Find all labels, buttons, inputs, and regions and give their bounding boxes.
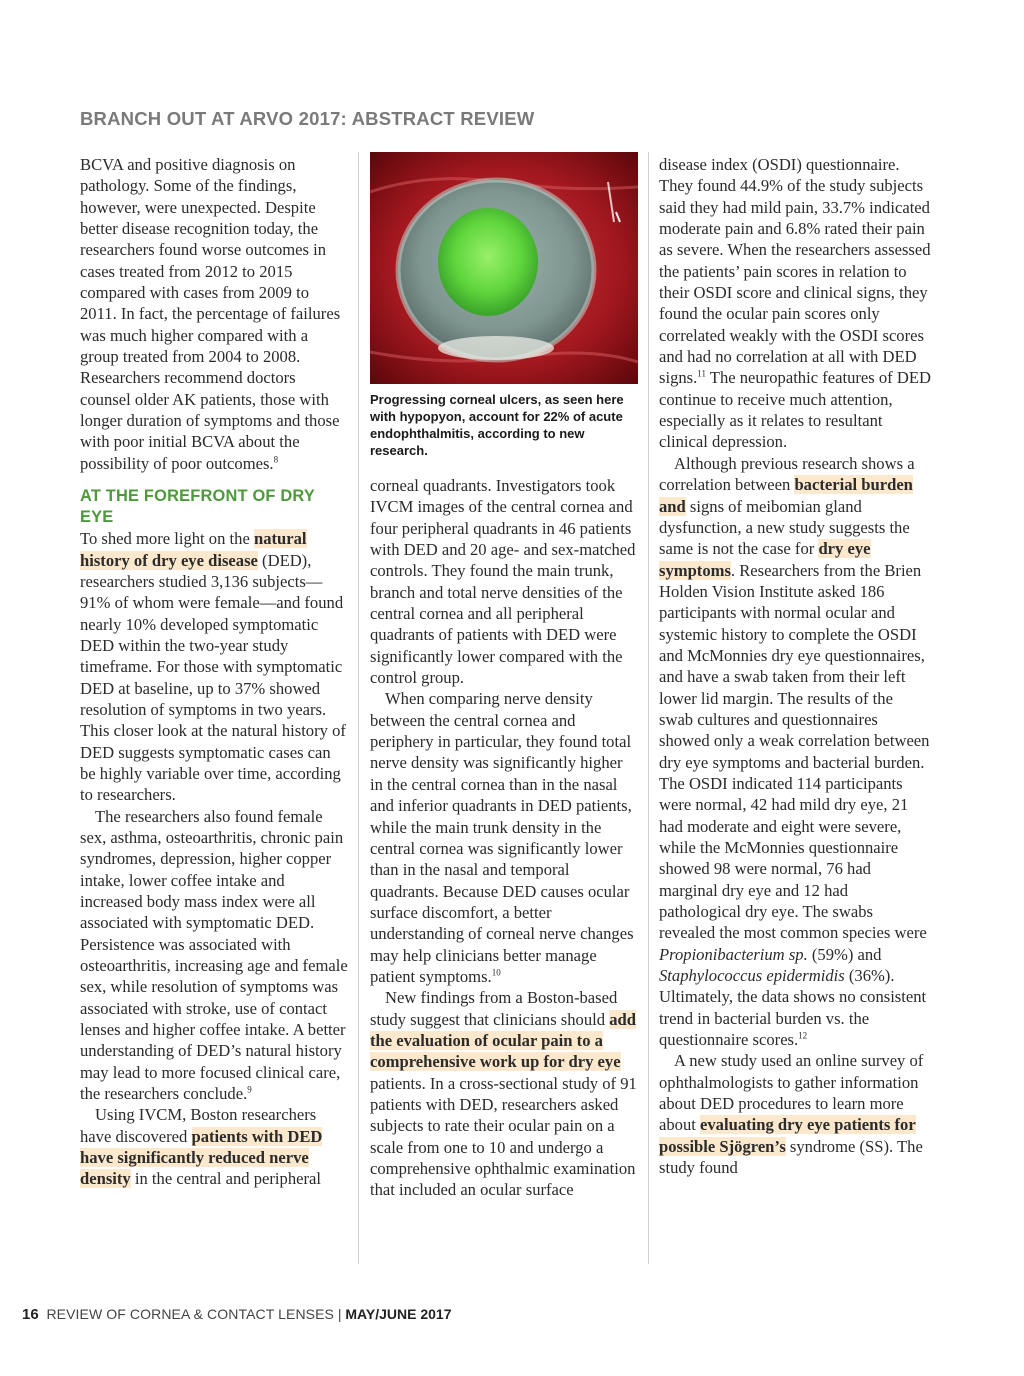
- paragraph: disease index (OSDI) questionnaire. They found 44.9% of the study subjects said they had mild pain, 33.7% indicated moderate pain and 6.8% rated their pain as severe. When the researchers assessed the patients’ pain scores in relation to their OSDI score and clinical signs, they found the ocular pain scores only correlated weakly with the OSDI scores and had no correlation at all with DED signs.$^{11}$ The neuropathic features of DED continue to receive much attention, especially as it relates to resultant clinical depression.: [659, 155, 931, 452]
- species-name: Propionibacterium sp.: [659, 944, 808, 964]
- figure-caption: Progressing corneal ulcers, as seen here with hypopyon, account for 22% of acute endophthalmitis, according to new research.: [370, 392, 624, 458]
- paragraph: A new study used an online survey of ophthalmologists to gather information about DED procedures to learn more about evaluating dry eye patients for possible Sjögren’s syndrome (SS). The study found: [659, 1051, 924, 1178]
- paragraph: BCVA and positive diagnosis on pathology. Some of the findings, however, were unexpected. Despite better disease recognition today, the researchers found worse outcomes in cases treated from 2012 to 2015 compared with cases from 2009 to 2011. In fact, the percentage of failures was much higher compared with a group treated from 2004 to 2008. Researchers recommend doctors counsel older AK patients, those with longer duration of symptoms and those with poor initial BCVA about the possibility of poor outcomes.$^8$: [80, 155, 341, 473]
- highlighted-text: add the evaluation of ocular pain to a comprehensive work up for dry eye: [370, 1009, 636, 1072]
- paragraph: corneal quadrants. Investigators took IVCM images of the central cornea and four peripheral quadrants in 46 patients with DED and 20 age- and sex-matched controls. They found the main trunk, branch and total nerve densities of the central cornea and all peripheral quadrants of patients with DED were significantly lower compared with the control group.: [370, 476, 636, 688]
- column-1: [80, 154, 348, 1190]
- paragraph: Using IVCM, Boston researchers have discovered patients with DED have significantly reduced nerve density in the central and peripheral: [80, 1105, 323, 1189]
- reference-number: 9: [247, 1084, 252, 1095]
- reference-number: 11: [697, 368, 706, 379]
- reference-number: 12: [798, 1030, 808, 1041]
- corneal-ulcer-image: [370, 152, 638, 384]
- page-header: BRANCH OUT AT ARVO 2017: ABSTRACT REVIEW: [80, 108, 535, 129]
- highlighted-text: natural history of dry eye disease: [80, 529, 307, 570]
- paragraph: To shed more light on the natural history of dry eye disease (DED), researchers studied 3,136 subjects—91% of whom were female—and found nearly 10% developed symptomatic DED within the two-year study timeframe. For those with symptomatic DED at baseline, up to 37% showed resolution of symptoms in two years. This closer look at the natural history of DED suggests symptomatic cases can be highly variable over time, according to researchers.: [80, 529, 346, 805]
- paragraph: When comparing nerve density between the central cornea and periphery in particular, they found total nerve density was significantly higher in the central cornea than in the nasal and inferior quadrants in DED patients, while the main trunk density in the central cornea was significantly lower than in the nasal and temporal quadrants. Because DED causes ocular surface discomfort, a better understanding of corneal nerve changes may help clinicians better manage patient symptoms.$^{10}$: [370, 689, 634, 986]
- publication-name: REVIEW OF CORNEA & CONTACT LENSES: [46, 1306, 334, 1322]
- highlighted-text: dry eye symptoms: [659, 539, 871, 580]
- column-divider: [358, 152, 359, 1264]
- highlighted-text: bacterial burden and: [659, 475, 913, 516]
- paragraph: The researchers also found female sex, asthma, osteoarthritis, chronic pain syndromes, depression, higher copper intake, lower coffee intake and increased body mass index were all associated with symptomatic DED. Persistence was associated with osteoarthritis, increasing age and female sex, while resolution of symptoms was associated with stroke, use of contact lenses and higher coffee intake. A better understanding of DED’s natural history may lead to more focused clinical care, the researchers conclude.$^9$: [80, 806, 348, 1104]
- highlighted-text: patients with DED have significantly reduced nerve density: [80, 1126, 323, 1189]
- column-3: [659, 154, 931, 1179]
- reference-number: 8: [273, 454, 279, 465]
- section-heading: AT THE FOREFRONT OF DRY EYE: [80, 487, 315, 527]
- paragraph: New findings from a Boston-based study suggest that clinicians should add the evaluation of ocular pain to a comprehensive work up for dry eye patients. In a cross-sectional study of 91 patients with DED, researchers asked subjects to rate their ocular pain on a scale from one to 10 and undergo a comprehensive ophthalmic examination that included an ocular surface: [370, 988, 637, 1200]
- column-2: [370, 475, 638, 1201]
- footer-separator: |: [337, 1306, 342, 1322]
- reference-number: 10: [491, 967, 501, 978]
- column-divider: [648, 152, 649, 1264]
- page-number: 16: [22, 1306, 39, 1323]
- paragraph: Although previous research shows a correlation between bacterial burden and signs of meibomian gland dysfunction, a new study suggests the same is not the case for dry eye symptoms. Researchers from the Brien Holden Vision Institute asked 186 participants with normal ocular and systemic history to complete the OSDI and McMonnies dry eye questionnaires, and have a swab taken from their left lower lid margin. The results of the swab cultures and questionnaires showed only a weak correlation between dry eye symptoms and bacterial burden. The OSDI indicated 114 participants were normal, 42 had mild dry eye, 21 had moderate and eight were severe, while the McMonnies questionnaire showed 98 were normal, 76 had marginal dry eye and 12 had pathological dry eye. The swabs revealed the most common species were Propionibacterium sp. (59%) and Staphylococcus epidermidis (36%). Ultimately, the data shows no consistent trend in bacterial burden vs. the questionnaire scores.$^{12}$: [659, 453, 930, 1050]
- issue-date: MAY/JUNE 2017: [345, 1306, 452, 1322]
- species-name: Staphylococcus epidermidis: [659, 966, 845, 986]
- page-footer: [22, 1306, 451, 1323]
- highlighted-text: evaluating dry eye patients for possible Sjögren’s: [659, 1115, 916, 1156]
- eye-photo: [370, 152, 638, 384]
